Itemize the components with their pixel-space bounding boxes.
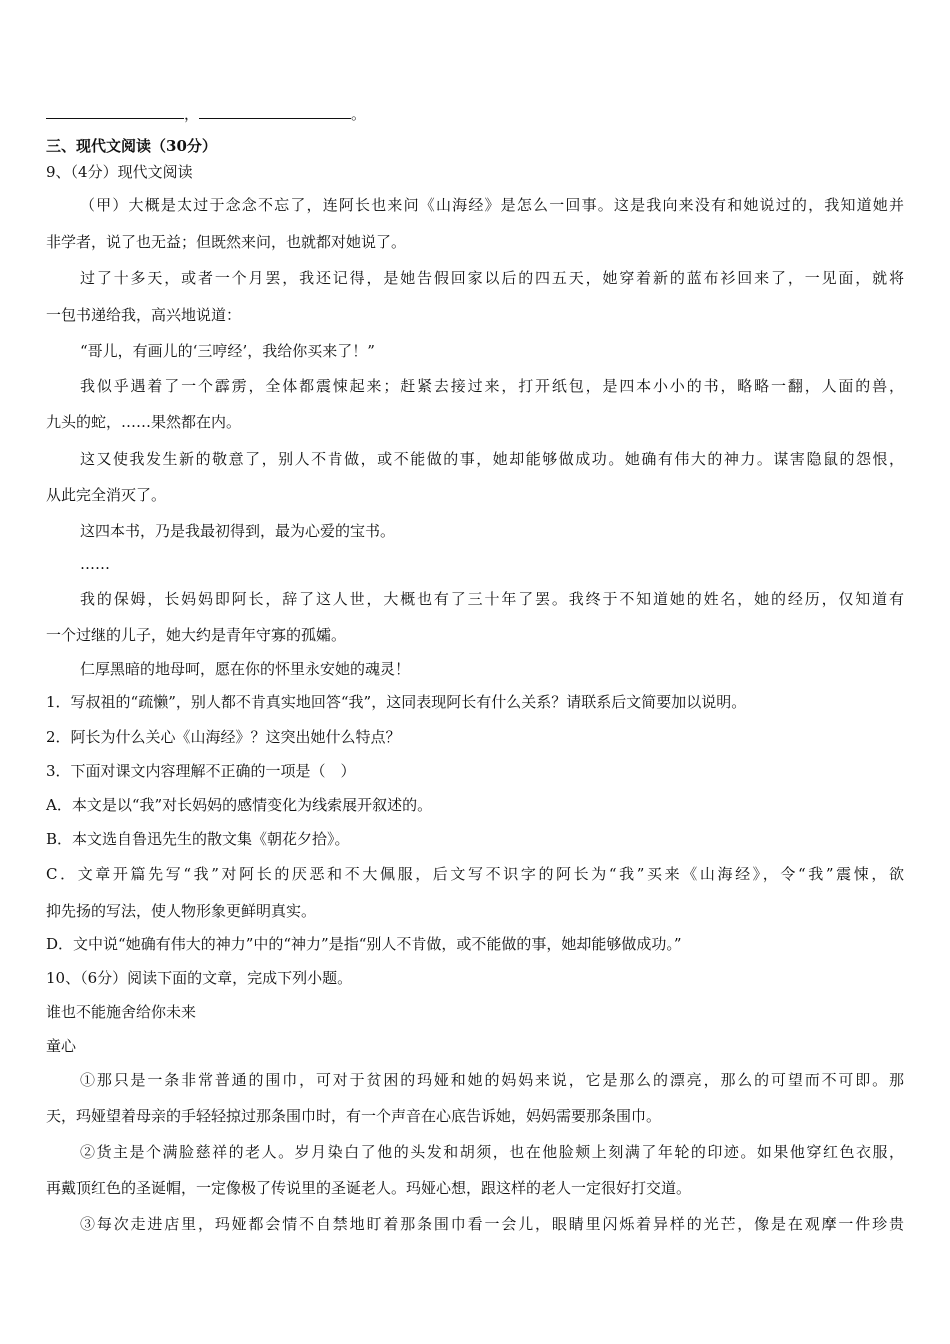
passage-ellipsis: …… — [80, 555, 110, 573]
passage-line: 这又使我发生新的敬意了，别人不肯做，或不能做的事，她却能够做成功。她确有伟大的神力。谋害隐鼠的怨恨， — [80, 450, 904, 468]
question-header: 9、（4分）现代文阅读 — [46, 163, 193, 181]
passage-line: “哥儿，有画儿的‘三哼经’，我给你买来了！” — [80, 342, 375, 360]
answer-blank[interactable] — [199, 104, 351, 119]
passage-line: 非学者，说了也无益；但既然来问，也就都对她说了。 — [46, 233, 407, 251]
section-title: 三、现代文阅读（30分） — [46, 137, 217, 155]
article-line: 再戴顶红色的圣诞帽，一定像极了传说里的圣诞老人。玛娅心想，跟这样的老人一定很好打交道。 — [46, 1179, 692, 1197]
passage-line: 九头的蛇，……果然都在内。 — [46, 413, 242, 431]
passage-line: 我似乎遇着了一个霹雳，全体都震悚起来；赶紧去接过来，打开纸包，是四本小小的书，略略一翻，人面的兽， — [80, 377, 904, 395]
question-item: 3．下面对课文内容理解不正确的一项是（ ） — [46, 762, 356, 780]
option-c: C．文章开篇先写“我”对阿长的厌恶和不大佩服，后文写不识字的阿长为“我”买来《山海经》，令“我”震悚，欲 — [46, 865, 904, 883]
article-line: 天，玛娅望着母亲的手轻轻掠过那条围巾时，有一个声音在心底告诉她，妈妈需要那条围巾。 — [46, 1107, 662, 1125]
option-b: B．本文选自鲁迅先生的散文集《朝花夕拾》。 — [46, 830, 350, 848]
answer-blank[interactable] — [46, 104, 184, 119]
passage-line: 仁厚黑暗的地母呵，愿在你的怀里永安她的魂灵！ — [80, 660, 411, 678]
passage-line: 从此完全消灭了。 — [46, 486, 167, 504]
question-item: 2．阿长为什么关心《山海经》？这突出她什么特点？ — [46, 728, 401, 746]
passage-line: 一包书递给我，高兴地说道： — [46, 306, 242, 324]
article-title: 谁也不能施舍给你未来 — [46, 1003, 197, 1021]
passage-line: （甲）大概是太过于念念不忘了，连阿长也来问《山海经》是怎么一回事。这是我向来没有和她说过的，我知道她并 — [80, 196, 904, 214]
passage-line: 过了十多天，或者一个月罢，我还记得，是她告假回家以后的四五天，她穿着新的蓝布衫回来了，一见面，就将 — [80, 269, 904, 287]
option-c-continued: 抑先扬的写法，使人物形象更鲜明真实。 — [46, 902, 317, 920]
option-d: D．文中说“她确有伟大的神力”中的“神力”是指“别人不肯做，或不能做的事，她却能够做成功。” — [46, 935, 682, 953]
question-item: 1．写叔祖的“疏懒”，别人都不肯真实地回答“我”，这同表现阿长有什么关系？请联系后文简要加以说明。 — [46, 693, 747, 711]
fill-in-blank-line: ， 。 — [46, 104, 904, 124]
article-line: ②货主是个满脸慈祥的老人。岁月染白了他的头发和胡须，也在他脸颊上刻满了年轮的印迹。如果他穿红色衣服， — [80, 1143, 904, 1161]
option-a: A．本文是以“我”对长妈妈的感情变化为线索展开叙述的。 — [46, 796, 433, 814]
article-line: ①那只是一条非常普通的围巾，可对于贫困的玛娅和她的妈妈来说，它是那么的漂亮，那么的可望而不可即。那 — [80, 1071, 904, 1089]
passage-line: 这四本书，乃是我最初得到，最为心爱的宝书。 — [80, 522, 396, 540]
article-line: ③每次走进店里，玛娅都会情不自禁地盯着那条围巾看一会儿，眼睛里闪烁着异样的光芒，像是在观摩一件珍贵 — [80, 1215, 904, 1233]
passage-line: 一个过继的儿子，她大约是青年守寡的孤孀。 — [46, 626, 347, 644]
passage-line: 我的保姆，长妈妈即阿长，辞了这人世，大概也有了三十年了罢。我终于不知道她的姓名，她的经历，仅知道有 — [80, 590, 904, 608]
article-author: 童心 — [46, 1037, 77, 1055]
question-header: 10、（6分）阅读下面的文章，完成下列小题。 — [46, 969, 353, 987]
